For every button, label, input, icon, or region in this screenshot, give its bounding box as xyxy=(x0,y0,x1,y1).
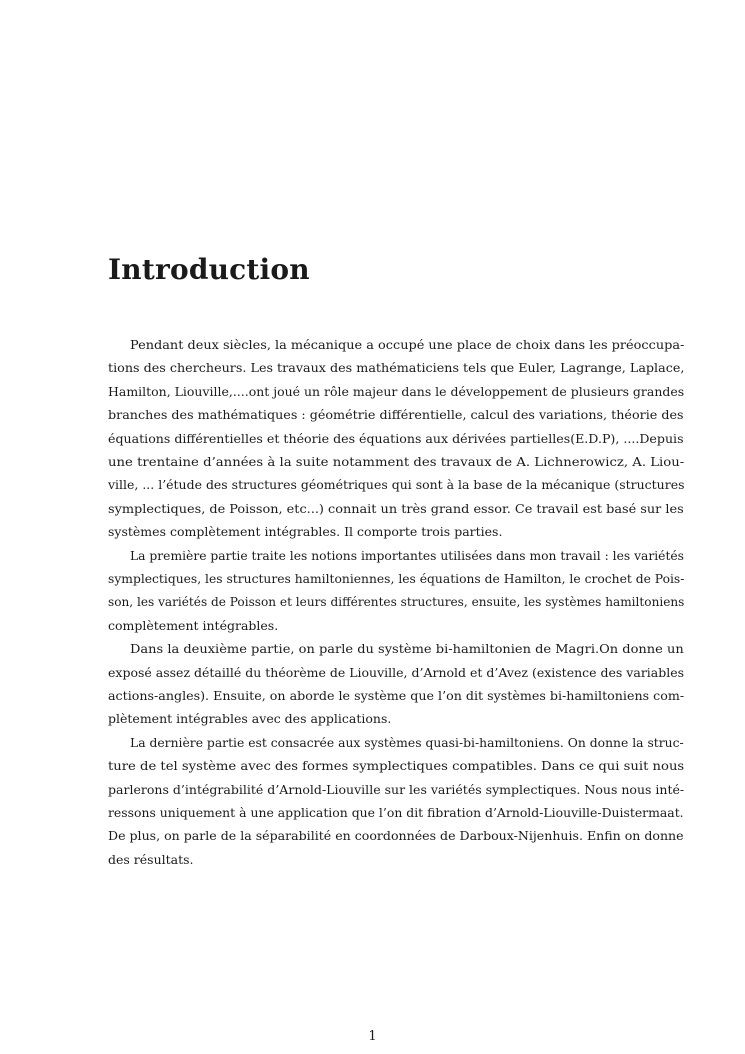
paragraph-line: actions-angles). Ensuite, on aborde le système que l’on dit systèmes bi-hamiltoniens com- xyxy=(108,688,685,703)
paragraph-line: exposé assez détaillé du théorème de Liouville, d’Arnold et d’Avez (existence des variables xyxy=(108,664,685,680)
paragraph-line: son, les variétés de Poisson et leurs différentes structures, ensuite, les systèmes hamiltoniens xyxy=(108,594,685,610)
paragraph-line: Hamilton, Liouville,....ont joué un rôle majeur dans le développement de plusieurs grandes xyxy=(108,383,685,399)
paragraph-line: une trentaine d’années à la suite notamment des travaux de A. Lichnerowicz, A. Liou- xyxy=(108,454,685,469)
paragraph-line: branches des mathématiques : géométrie différentielle, calcul des variations, théorie des xyxy=(108,407,684,423)
paragraph-line: parlerons d’intégrabilité d’Arnold-Liouville sur les variétés symplectiques. Nous nous inté- xyxy=(108,781,685,797)
paragraph-line: De plus, on parle de la séparabilité en coordonnées de Darboux-Nijenhuis. Enfin on donne xyxy=(108,828,684,844)
paragraph-line: La première partie traite les notions importantes utilisées dans mon travail : les variétés xyxy=(130,547,684,563)
paragraph-line: des résultats. xyxy=(108,851,194,867)
paragraph-line: La dernière partie est consacrée aux systèmes quasi-bi-hamiltoniens. On donne la struc- xyxy=(130,734,684,750)
paragraph-line: Dans la deuxième partie, on parle du système bi-hamiltonien de Magri.On donne un xyxy=(130,641,684,657)
paragraph-line: symplectiques, les structures hamiltoniennes, les équations de Hamilton, le crochet de Pois- xyxy=(108,571,685,586)
paragraph-line: équations différentielles et théorie des équations aux dérivées partielles(E.D.P), ....Depuis xyxy=(108,430,684,446)
paragraph-line: tions des chercheurs. Les travaux des mathématiciens tels que Euler, Lagrange, Laplace, xyxy=(108,360,685,376)
paragraph-line: symplectiques, de Poisson, etc...) connait un très grand essor. Ce travail est basé sur les xyxy=(108,500,684,516)
paragraph-line: ture de tel système avec des formes symplectiques compatibles. Dans ce qui suit nous xyxy=(108,758,685,774)
chapter-title: Introduction xyxy=(108,253,310,286)
paragraph-line: complètement intégrables. xyxy=(108,617,279,633)
paragraph-line: ressons uniquement à une application que l’on dit fibration d’Arnold-Liouville-Duistermaat. xyxy=(108,805,684,820)
paragraph-line: ville, ... l’étude des structures géométriques qui sont à la base de la mécanique (structures xyxy=(108,477,685,493)
paragraph-line: systèmes complètement intégrables. Il comporte trois parties. xyxy=(108,524,503,540)
paragraph-line: plètement intégrables avec des applications. xyxy=(108,711,392,727)
paragraph-line: Pendant deux siècles, la mécanique a occupé une place de choix dans les préoccupa- xyxy=(130,337,685,352)
page-number: 1 xyxy=(368,1029,377,1044)
